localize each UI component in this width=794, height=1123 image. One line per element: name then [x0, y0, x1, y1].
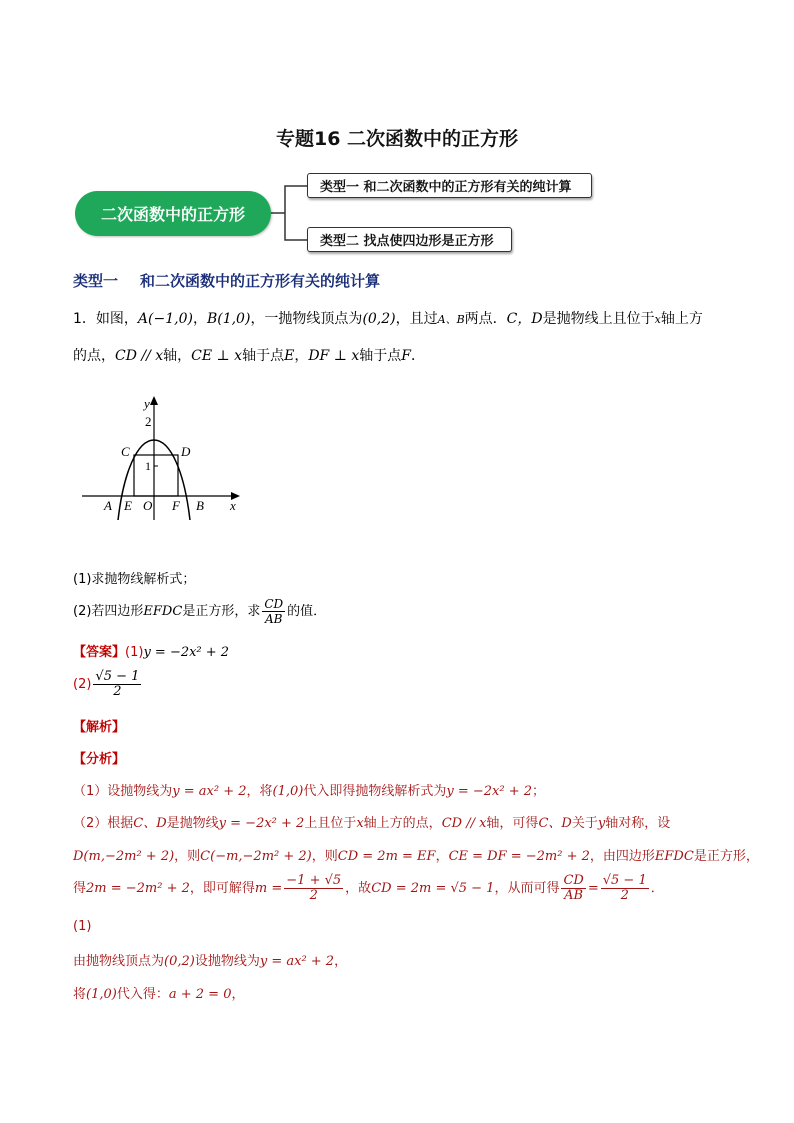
- text: （1）设抛物线为: [73, 784, 173, 799]
- text: 是抛物线上且位于: [542, 311, 655, 327]
- text: 如图，: [95, 311, 138, 327]
- text: 轴于点: [242, 348, 285, 364]
- parabola-figure: [80, 390, 250, 520]
- text: 设抛物线为: [194, 954, 260, 969]
- text: (1): [125, 645, 144, 660]
- answer-line-1: [73, 641, 229, 660]
- mindmap-branch-type1: 类型一 和二次函数中的正方形有关的纯计算: [307, 173, 592, 198]
- text: 代入即得抛物线解析式为: [303, 784, 447, 799]
- text: 轴于点: [359, 348, 402, 364]
- fraction-m: [284, 874, 343, 903]
- text: 得: [73, 881, 87, 896]
- equation: CD = 2m = √5 − 1: [371, 881, 495, 896]
- analysis-label: 【解析】: [73, 720, 126, 735]
- text: 的值．: [287, 604, 327, 619]
- solution-line-2: [73, 950, 347, 969]
- text: 的点，: [73, 348, 115, 364]
- equals: =: [587, 881, 599, 896]
- text: ，故: [345, 881, 372, 896]
- text: 是正方形，: [693, 849, 759, 864]
- equation: CD = 2m = EF: [337, 849, 436, 864]
- text: 两点．: [464, 311, 507, 327]
- equation: CE = DF = −2m² + 2: [448, 849, 590, 864]
- answer-1: y = −2x² + 2: [143, 645, 230, 660]
- equation: y = ax² + 2: [259, 954, 335, 969]
- text: ，则: [174, 849, 201, 864]
- fenxi-label: 【分析】: [73, 752, 126, 767]
- fraction-cd-ab: [561, 874, 585, 903]
- text: （2）根据: [73, 816, 134, 831]
- equation: D(m,−2m² + 2): [73, 849, 175, 864]
- solution-line-3: [73, 983, 244, 1002]
- question-2: [73, 597, 326, 626]
- section-text: 和二次函数中的正方形有关的纯计算: [140, 272, 381, 290]
- problem-line-1: [73, 308, 703, 328]
- text: ，: [231, 987, 245, 1002]
- equation: 2m = −2m² + 2: [86, 881, 190, 896]
- answer-label: 【答案】: [73, 645, 126, 660]
- fraction-cd-ab: [262, 597, 285, 626]
- denominator: 2: [309, 888, 318, 903]
- numerator: √5 − 1: [95, 669, 140, 684]
- problem-number: 1．: [73, 311, 96, 327]
- question-1: (1)求抛物线解析式；: [73, 572, 196, 587]
- numerator: √5 − 1: [602, 873, 647, 888]
- x-var: x: [654, 313, 661, 326]
- text: ，: [192, 311, 207, 327]
- text: ，一抛物线顶点为: [250, 311, 363, 327]
- ce-perp: CE ⊥ x: [191, 348, 243, 364]
- text: ，从而可得: [494, 881, 560, 896]
- text: 由抛物线顶点为: [73, 954, 165, 969]
- text: 轴，可得: [486, 816, 539, 831]
- text: (2)若四边形: [73, 604, 144, 619]
- text: 是正方形，求: [182, 604, 261, 619]
- label-O: O: [143, 498, 153, 513]
- denominator: 2: [113, 684, 122, 699]
- fenxi-line-4: [73, 874, 664, 903]
- text: ，: [294, 348, 309, 364]
- text: ，: [334, 954, 348, 969]
- text: ，由四边形: [589, 849, 655, 864]
- text: 是抛物线: [166, 816, 219, 831]
- text: 关于: [571, 816, 598, 831]
- equation: m =: [254, 881, 283, 896]
- denominator: AB: [564, 888, 584, 903]
- point: (1,0): [86, 987, 117, 1002]
- text: 轴对称，设: [605, 816, 671, 831]
- problem-line-2: [73, 345, 425, 365]
- section-heading: [73, 270, 380, 291]
- label-B: B: [196, 498, 204, 513]
- equation: y = ax² + 2: [172, 784, 247, 799]
- text: 代入得：: [116, 987, 169, 1002]
- fraction-result: [601, 874, 649, 903]
- equation: a + 2 = 0: [168, 987, 232, 1002]
- page-title: 专题16 二次函数中的正方形: [275, 128, 519, 150]
- label-A: A: [104, 498, 112, 513]
- point-F: F: [401, 348, 411, 364]
- answer-2: [93, 670, 141, 699]
- fenxi-line-1: [73, 780, 545, 799]
- text: 上且位于: [304, 816, 357, 831]
- point-A: A(−1,0): [137, 311, 193, 327]
- numerator: −1 + √5: [286, 873, 342, 888]
- var: x: [356, 816, 364, 831]
- mindmap-root: 二次函数中的正方形: [75, 191, 271, 236]
- label-C: C: [121, 444, 130, 459]
- label-x: x: [230, 498, 236, 513]
- var: y: [597, 816, 606, 831]
- label-2: 2: [145, 414, 152, 429]
- denominator: AB: [264, 612, 283, 626]
- text: ，将: [246, 784, 273, 799]
- text: ，即可解得: [189, 881, 255, 896]
- fenxi-line-3: [73, 845, 759, 864]
- text: 轴，: [163, 348, 192, 364]
- text: ．: [410, 348, 425, 364]
- solution-part-1: (1): [73, 919, 92, 934]
- text: ，且过: [395, 311, 438, 327]
- equation: y = −2x² + 2: [218, 816, 305, 831]
- numerator: CD: [264, 597, 284, 611]
- points-AB: A、B: [437, 313, 465, 326]
- point-B: B(1,0): [206, 311, 251, 327]
- text: 轴上方: [660, 311, 703, 327]
- points: C、D: [538, 816, 572, 831]
- numerator: CD: [563, 873, 584, 888]
- label-E: E: [124, 498, 132, 513]
- label-1: 1: [145, 459, 151, 473]
- point: (1,0): [272, 784, 304, 799]
- cd-parallel: CD // x: [115, 348, 164, 364]
- efdc: EFDC: [143, 604, 183, 619]
- text: ；: [532, 784, 546, 799]
- point: (0,2): [164, 954, 195, 969]
- text: ．: [650, 881, 664, 896]
- mindmap-branch-type2: 类型二 找点使四边形是正方形: [307, 227, 512, 252]
- equation: y = −2x² + 2: [446, 784, 533, 799]
- text: (2): [73, 677, 92, 692]
- mindmap-connectors: [0, 0, 794, 300]
- var: EFDC: [654, 849, 694, 864]
- points: C、D: [133, 816, 167, 831]
- equation: CD // x: [441, 816, 487, 831]
- point-E: E: [284, 348, 295, 364]
- text: 轴上方的点，: [363, 816, 442, 831]
- label-D: D: [181, 444, 191, 459]
- points-CD: C，D: [506, 311, 543, 327]
- label-y: y: [144, 396, 150, 411]
- equation: C(−m,−2m² + 2): [200, 849, 312, 864]
- df-perp: DF ⊥ x: [308, 348, 360, 364]
- vertex: (0,2): [362, 311, 396, 327]
- text: 将: [73, 987, 87, 1002]
- text: ，: [435, 849, 449, 864]
- label-F: F: [172, 498, 180, 513]
- section-label: 类型一: [73, 272, 119, 290]
- fenxi-line-2: [73, 812, 670, 831]
- answer-line-2: [73, 670, 143, 699]
- denominator: 2: [620, 888, 629, 903]
- text: ，则: [311, 849, 338, 864]
